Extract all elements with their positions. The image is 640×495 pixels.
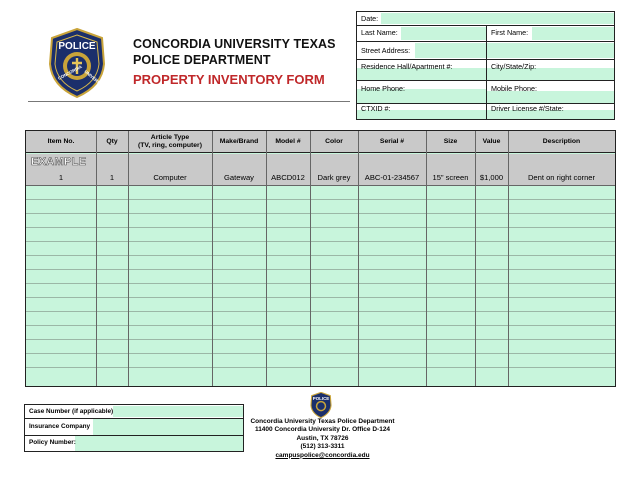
example-color: Dark grey — [317, 173, 351, 182]
ctxid-field[interactable] — [357, 104, 486, 119]
first-name-label: First Name: — [491, 28, 529, 37]
table-row[interactable] — [26, 199, 615, 200]
first-name-field[interactable] — [487, 26, 614, 41]
badge-concordia-word: CONCORDIA — [57, 64, 83, 81]
email-link[interactable]: campuspolice@concordia.edu — [275, 451, 370, 459]
date-field[interactable] — [357, 12, 614, 25]
table-row[interactable] — [26, 269, 615, 270]
title-line-1: CONCORDIA UNIVERSITY TEXAS — [133, 37, 336, 51]
example-article-type: Computer — [153, 173, 187, 182]
police-badge-small — [310, 392, 332, 418]
col-description: Description — [542, 138, 581, 145]
driver-license-label: Driver License #/State: — [491, 104, 564, 113]
col-qty: Qty — [106, 138, 118, 145]
table-row[interactable] — [26, 311, 615, 312]
example-model: ABCD012 — [271, 173, 305, 182]
example-qty: 1 — [109, 173, 115, 182]
badge-police-word: POLICE — [58, 41, 96, 52]
mobile-phone-label: Mobile Phone: — [491, 84, 537, 93]
driver-license-field[interactable] — [487, 104, 614, 119]
personal-info-box — [356, 11, 615, 120]
col-make-brand: Make/Brand — [219, 138, 259, 145]
table-row[interactable] — [26, 283, 615, 284]
title-line-2: POLICE DEPARTMENT — [133, 53, 271, 67]
table-row[interactable] — [26, 325, 615, 326]
small-badge-police-word: POLICE — [312, 396, 330, 402]
table-header — [26, 131, 615, 153]
home-phone-label: Home Phone: — [361, 84, 405, 93]
col-color: Color — [325, 138, 343, 145]
table-row[interactable] — [26, 213, 615, 214]
table-row[interactable] — [26, 241, 615, 242]
policy-number-label: Policy Number: — [29, 439, 76, 446]
street-address-label: Street Address: — [361, 46, 411, 55]
city-state-zip-label: City/State/Zip: — [491, 62, 537, 71]
insurance-box — [24, 404, 244, 452]
table-row[interactable] — [26, 227, 615, 228]
mobile-phone-field[interactable] — [487, 81, 614, 103]
example-item-no: 1 — [58, 173, 64, 182]
city-state-zip-field[interactable] — [487, 60, 614, 80]
example-description: Dent on right corner — [527, 173, 596, 182]
case-number-field[interactable] — [25, 405, 243, 418]
policy-number-field[interactable] — [25, 436, 243, 451]
col-model: Model # — [275, 138, 301, 145]
department-address — [250, 418, 395, 460]
address-line-1: Concordia University Texas Police Department — [250, 418, 395, 425]
ctxid-label: CTXID #: — [361, 104, 391, 113]
address-line-2: 11400 Concordia University Dr. Office D-124 — [254, 426, 391, 434]
title-divider — [28, 101, 350, 102]
example-serial: ABC-01-234567 — [364, 173, 420, 182]
example-value: $1,000 — [479, 173, 504, 182]
example-make-brand: Gateway — [224, 173, 254, 182]
address-phone: (512) 313-3311 — [300, 443, 345, 451]
example-size: 15” screen — [432, 173, 469, 182]
table-row[interactable] — [26, 367, 615, 368]
insurance-company-field[interactable] — [25, 419, 243, 435]
table-row[interactable] — [26, 297, 615, 298]
badge-university-word: UNIVERSITY — [83, 68, 106, 90]
col-article-type: Article Type (TV, ring, computer) — [138, 134, 202, 149]
col-serial: Serial # — [379, 138, 405, 145]
address-line-3: Austin, TX 78726 — [296, 434, 349, 442]
col-value: Value — [482, 138, 501, 145]
table-row[interactable] — [26, 255, 615, 256]
table-row[interactable] — [26, 353, 615, 354]
date-label: Date: — [361, 14, 379, 23]
col-size: Size — [443, 138, 458, 145]
organization-title — [133, 36, 336, 90]
inventory-table — [25, 130, 616, 387]
residence-label: Residence Hall/Apartment #: — [361, 62, 453, 71]
col-item-no: Item No. — [47, 138, 75, 145]
police-badge-logo — [48, 28, 106, 98]
last-name-field[interactable] — [357, 26, 486, 41]
last-name-label: Last Name: — [361, 28, 398, 37]
insurance-company-label: Insurance Company — [29, 423, 91, 430]
table-row[interactable] — [26, 339, 615, 340]
example-label: EXAMPLE — [31, 156, 87, 168]
home-phone-field[interactable] — [357, 81, 486, 103]
case-number-label: Case Number (if applicable) — [29, 408, 114, 415]
residence-field[interactable] — [357, 60, 486, 80]
form-title: PROPERTY INVENTORY FORM — [133, 72, 325, 87]
